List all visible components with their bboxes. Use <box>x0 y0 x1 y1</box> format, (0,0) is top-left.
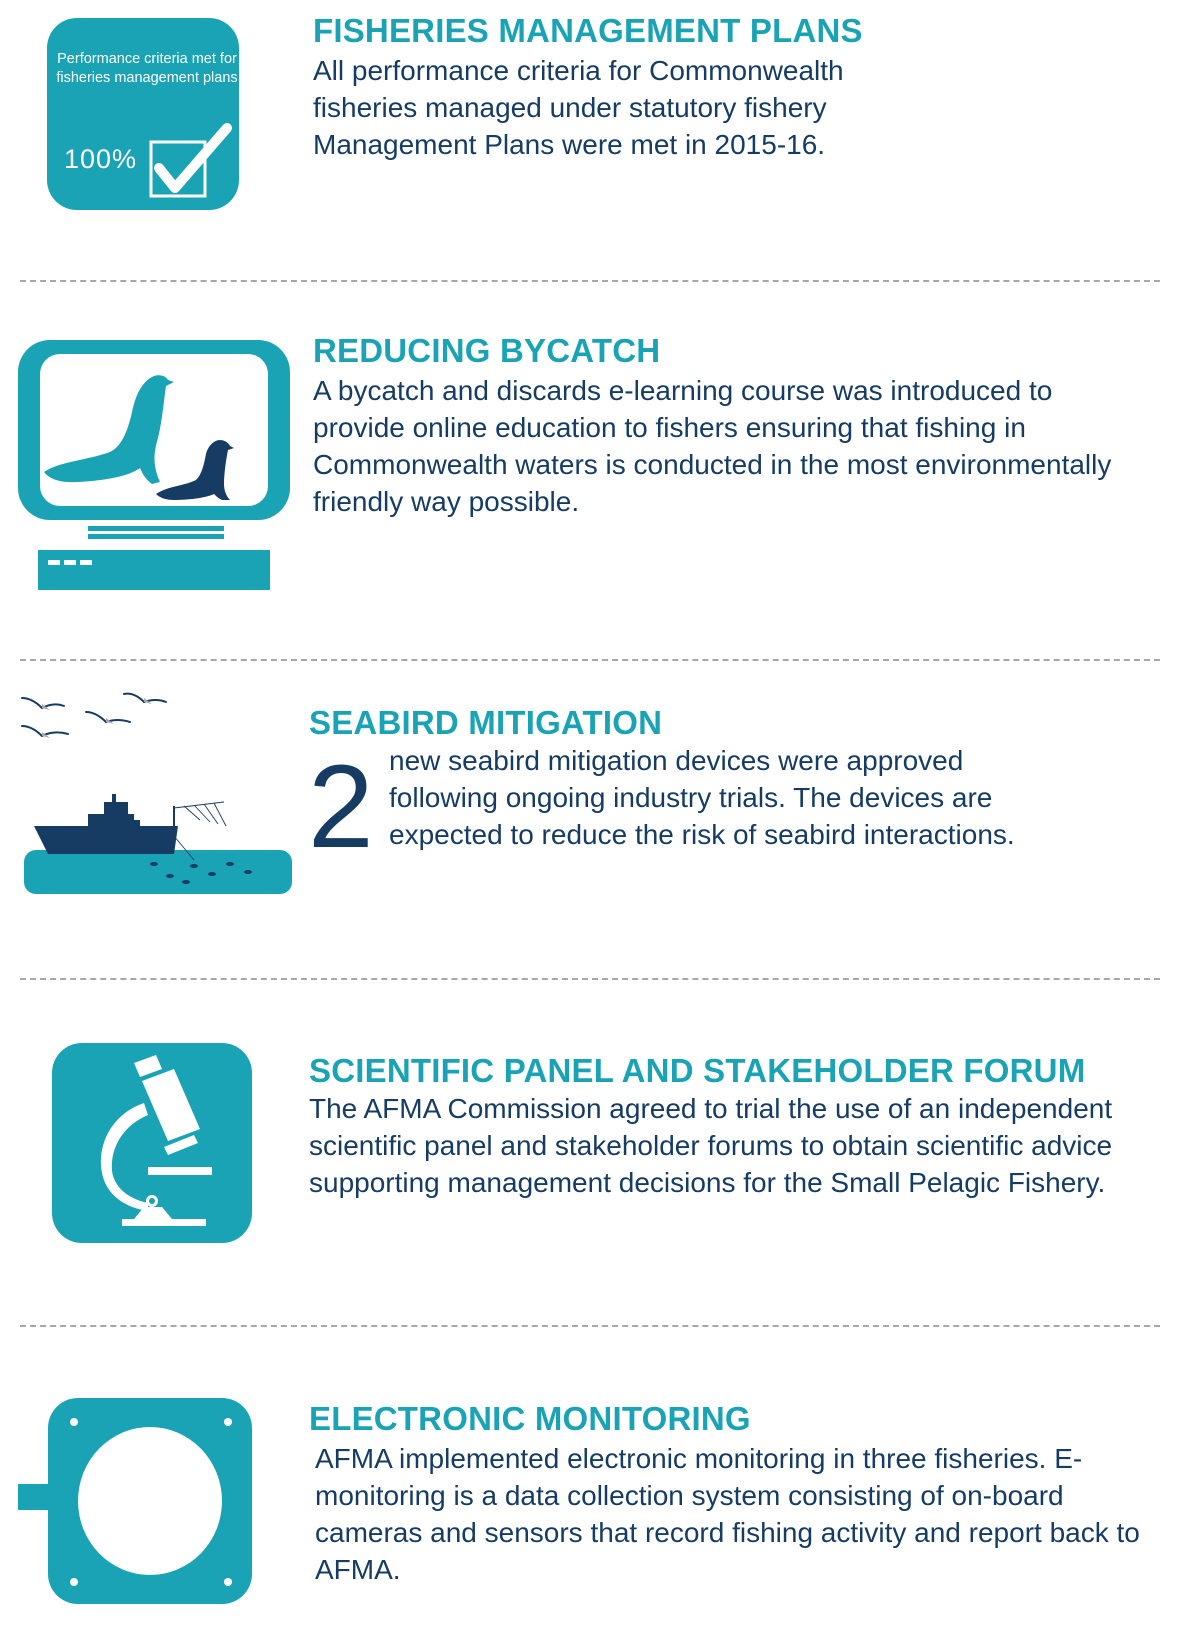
section-title: REDUCING BYCATCH <box>313 332 661 369</box>
badge-percent: 100% <box>64 144 138 174</box>
camera-icon <box>18 1398 258 1604</box>
section-body: new seabird mitigation devices were approved following ongoing industry trials. The devices are expected to reduce the risk of seabird interactions. <box>389 745 1015 850</box>
computer-seal-icon <box>18 340 290 590</box>
section-body: The AFMA Commission agreed to trial the use of an independent scientific panel and stakeholder forums to obtain scientific advice supporting management decisions for the Small Pelagic Fishery. <box>309 1093 1113 1198</box>
checkbox-icon <box>47 18 239 210</box>
section-title: SEABIRD MITIGATION <box>309 704 663 741</box>
section-body: A bycatch and discards e-learning course was introduced to provide online education to fishers ensuring that fishing in Commonwealth waters is conducted in the most environmentally friendly way possible. <box>313 375 1112 517</box>
section-divider <box>20 978 1160 980</box>
section-body: AFMA implemented electronic monitoring in three fisheries. E-monitoring is a data collection system consisting of on-board cameras and sensors that record fishing activity and report back to AFMA. <box>315 1443 1140 1585</box>
section-divider <box>20 659 1160 661</box>
big-number: 2 <box>308 741 374 873</box>
fishing-boat-seabirds-icon <box>18 688 298 910</box>
microscope-icon <box>52 1043 252 1243</box>
section-body: All performance criteria for Commonwealth fisheries managed under statutory fishery Management Plans were met in 2015-16. <box>313 55 844 160</box>
section-divider <box>20 1325 1160 1327</box>
section-title: SCIENTIFIC PANEL AND STAKEHOLDER FORUM <box>309 1052 1086 1089</box>
section-divider <box>20 280 1160 282</box>
section-title: FISHERIES MANAGEMENT PLANS <box>313 12 863 49</box>
badge-caption: Performance criteria met for fisheries management plans <box>56 51 238 86</box>
section-title: ELECTRONIC MONITORING <box>309 1400 751 1437</box>
